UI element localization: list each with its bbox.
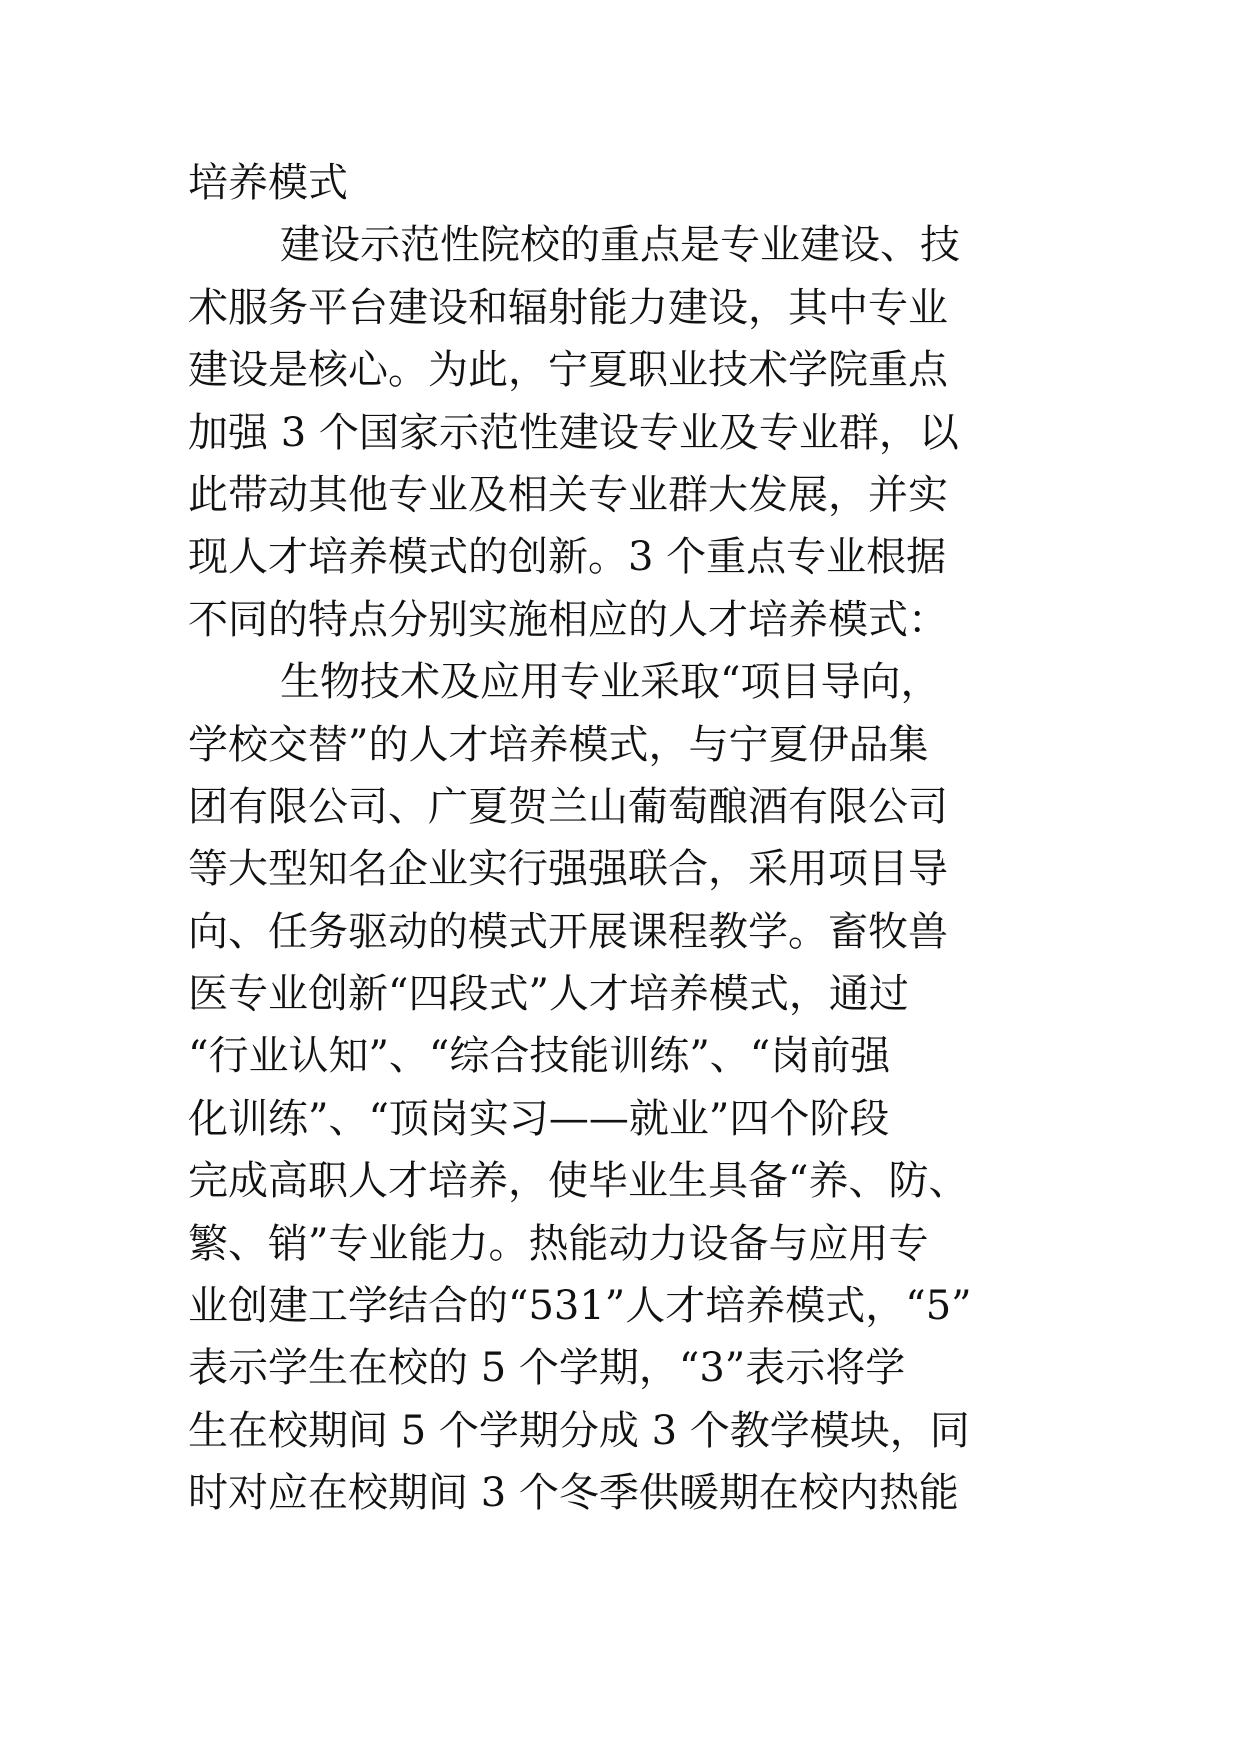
text-line: 完成高职人才培养，使毕业生具备“养、防、 [188, 1158, 969, 1205]
paragraph-start-line: 建设示范性院校的重点是专业建设、技 [280, 222, 960, 269]
text-line: 此带动其他专业及相关专业群大发展，并实 [188, 471, 948, 518]
text-line: 时对应在校期间 3 个冬季供暖期在校内热能 [188, 1470, 959, 1517]
text-line: 向、任务驱动的模式开展课程教学。畜牧兽 [188, 908, 948, 955]
text-line: 化训练”、“顶岗实习——就业”四个阶段 [188, 1095, 890, 1142]
text-line: 繁、销”专业能力。热能动力设备与应用专 [188, 1220, 929, 1267]
text-line: 学校交替”的人才培养模式，与宁夏伊品集 [188, 721, 929, 768]
text-line: 不同的特点分别实施相应的人才培养模式： [188, 596, 948, 643]
text-line: 表示学生在校的 5 个学期，“3”表示将学 [188, 1345, 906, 1392]
text-line: 建设是核心。为此，宁夏职业技术学院重点 [188, 347, 948, 394]
text-line: 业创建工学结合的“531”人才培养模式，“5” [188, 1283, 972, 1330]
text-line: 生在校期间 5 个学期分成 3 个教学模块，同 [188, 1407, 970, 1454]
text-line: 现人才培养模式的创新。3 个重点专业根据 [188, 534, 947, 581]
text-line: 医专业创新“四段式”人才培养模式，通过 [188, 971, 909, 1018]
text-line: 培养模式 [188, 160, 348, 206]
text-line: 加强 3 个国家示范性建设专业及专业群，以 [188, 409, 959, 456]
paragraph-start-line: 生物技术及应用专业采取“项目导向， [280, 659, 941, 706]
text-line: 术服务平台建设和辐射能力建设，其中专业 [188, 284, 948, 331]
text-line: 团有限公司、广夏贺兰山葡萄酿酒有限公司 [188, 783, 948, 830]
text-line: 等大型知名企业实行强强联合，采用项目导 [188, 846, 948, 893]
text-line: “行业认知”、“综合技能训练”、“岗前强 [188, 1033, 891, 1080]
body-text [188, 152, 1068, 1525]
